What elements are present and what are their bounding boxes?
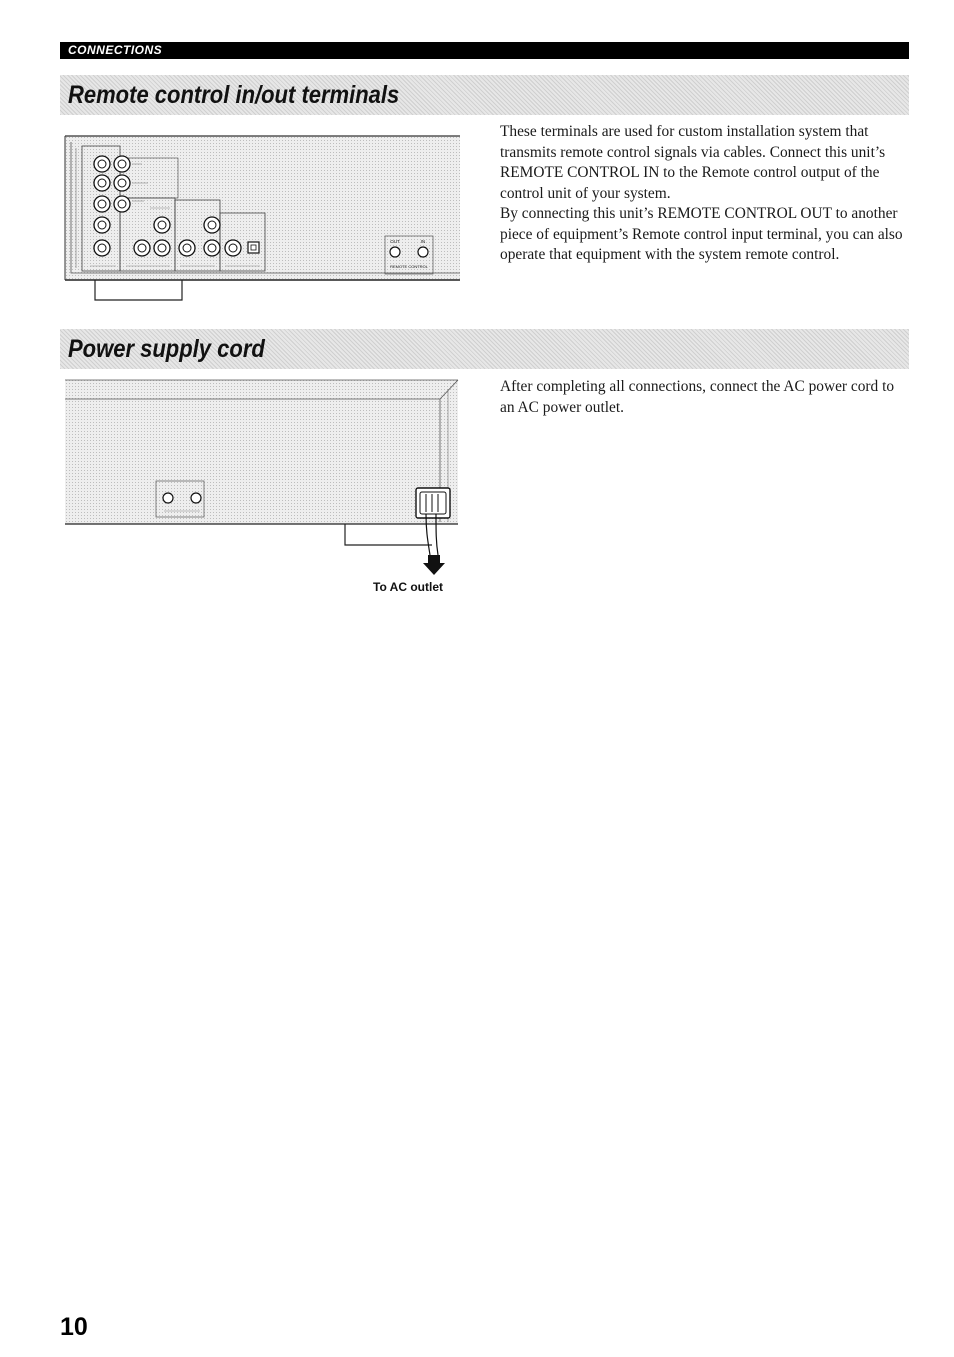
remote-out-label: OUT — [390, 239, 400, 244]
ac-outlet-caption: To AC outlet — [373, 580, 443, 594]
rear-panel-illustration — [60, 128, 465, 306]
power-description — [500, 377, 912, 418]
remote-paragraph-2: By connecting this unit’s REMOTE CONTROL OUT to another piece of equipment’s Remote control input terminal, you can also operate that equipment with the system remote control. — [500, 205, 903, 263]
section-title-power: Power supply cord — [68, 335, 265, 363]
power-paragraph-1: After completing all connections, connect the AC power cord to an AC power outlet. — [500, 378, 895, 416]
section-header-bar — [60, 42, 909, 59]
power-cord-illustration — [60, 377, 465, 577]
section-title-remote: Remote control in/out terminals — [68, 81, 400, 109]
remote-in-label: IN — [420, 239, 426, 244]
remote-control-label: REMOTE CONTROL — [390, 264, 428, 269]
page-number: 10 — [60, 1313, 88, 1341]
section-header-label: CONNECTIONS — [68, 43, 163, 57]
remote-description — [500, 122, 912, 266]
remote-paragraph-1: These terminals are used for custom installation system that transmits remote control signals via cables. Connect this unit’s REMOTE CONTROL IN to the Remote control output of the control unit of your system. — [500, 123, 886, 202]
